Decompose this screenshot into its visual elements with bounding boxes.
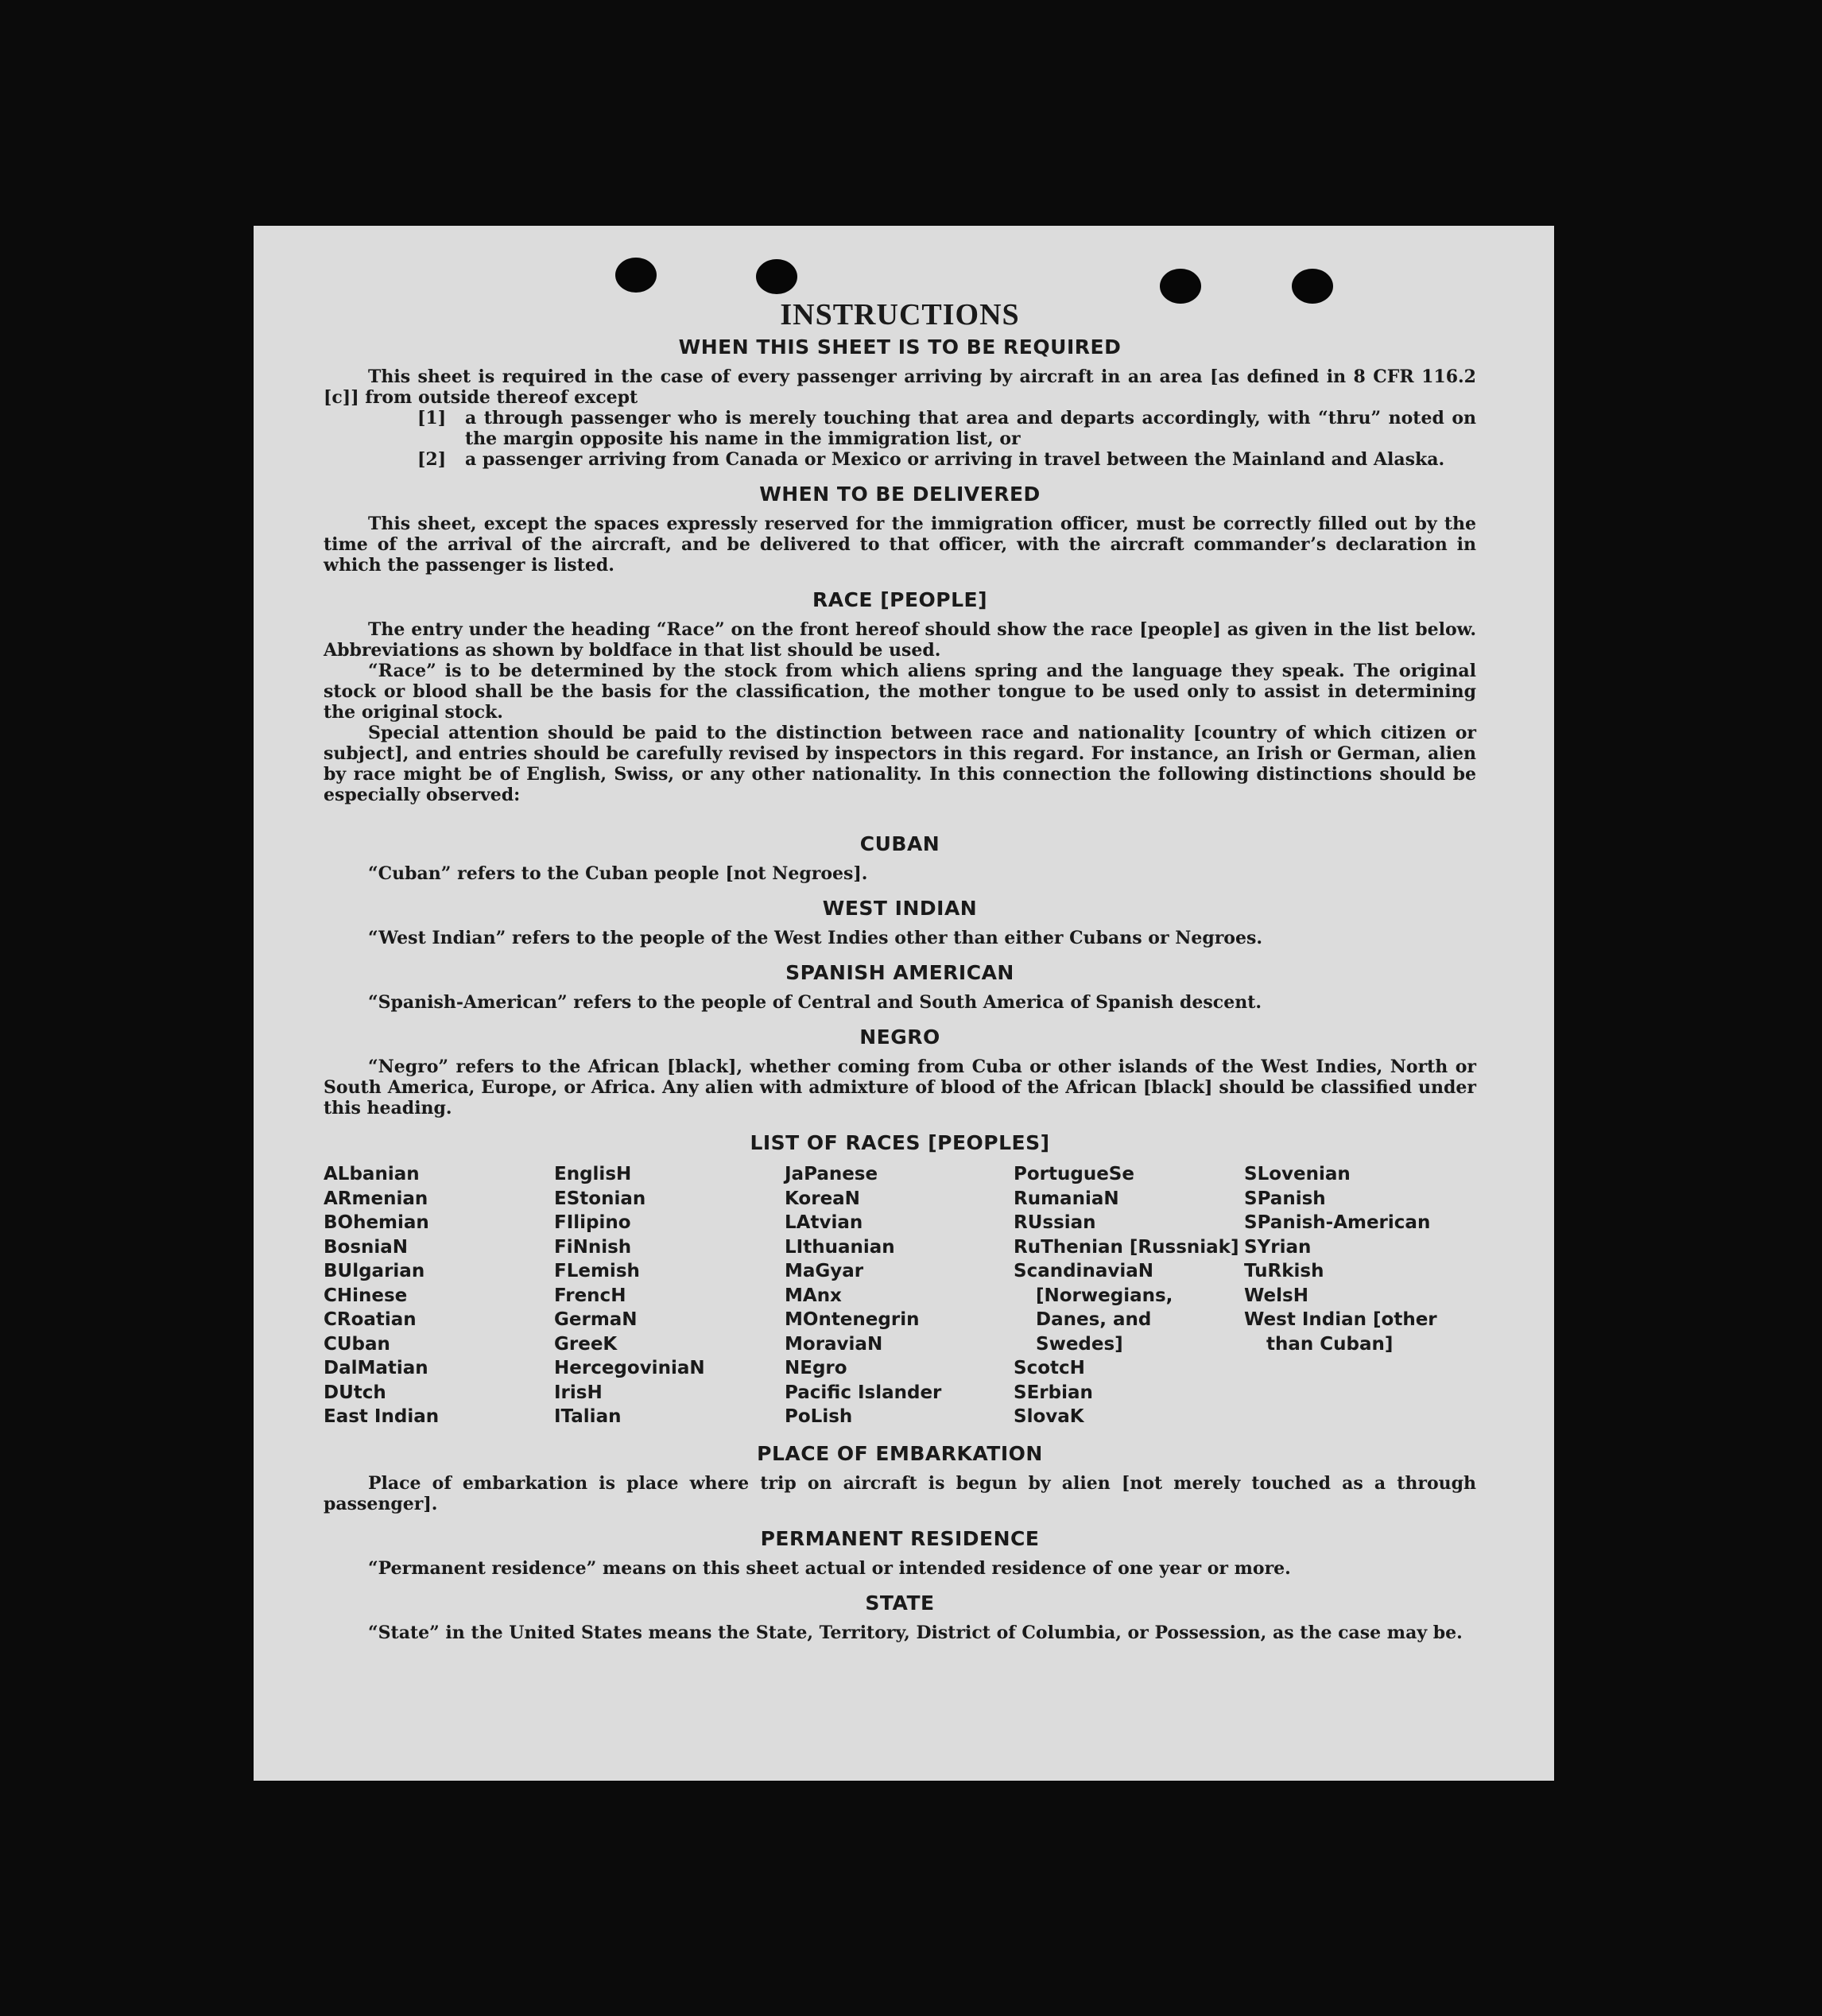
document-sheet: [254, 226, 1554, 1781]
race-entry: ScotcH: [1014, 1358, 1085, 1378]
race-paragraph: Special attention should be paid to the distinction between race and nationality [country of which citizen or subject], and entries should be carefully revised by inspectors in this regard. For instance, an Irish or German, alien by race might be of English, Swiss, or any other nationality. In this connection the following distinctions should be especially observed:: [324, 723, 1476, 805]
race-entry: BOhemian: [324, 1212, 429, 1233]
race-entry: GreeK: [554, 1333, 618, 1355]
section-heading-cuban: CUBAN: [859, 832, 940, 855]
race-entry: CUban: [324, 1333, 390, 1355]
race-column: [554, 1162, 785, 1429]
race-entry: GermaN: [554, 1309, 638, 1330]
race-entry: HercegoviniaN: [554, 1358, 705, 1378]
race-entry: Pacific Islander: [785, 1382, 942, 1403]
section-heading-list-of-races: LIST OF RACES [PEOPLES]: [750, 1131, 1050, 1154]
race-entry: BUlgarian: [324, 1261, 425, 1281]
race-entry: KoreaN: [785, 1188, 860, 1209]
race-entry: RumaniaN: [1014, 1188, 1119, 1209]
race-entry: BosniaN: [324, 1236, 409, 1258]
west-indian-text: “West Indian” refers to the people of the West Indies other than either Cubans or Negroes.: [368, 928, 1263, 948]
race-entry: NEgro: [785, 1358, 847, 1378]
section-heading-state: STATE: [865, 1591, 935, 1615]
required-intro: This sheet is required in the case of every passenger arriving by aircraft in an area [as defined in 8 CFR 116.2 [c]] from outside thereof except: [324, 366, 1476, 408]
race-entry: EStonian: [554, 1188, 646, 1209]
cuban-text: “Cuban” refers to the Cuban people [not Negroes].: [368, 863, 868, 884]
race-entry: ITalian: [554, 1406, 622, 1427]
section-heading-race: RACE [PEOPLE]: [812, 588, 988, 611]
negro-text: “Negro” refers to the African [black], whether coming from Cuba or other islands of the West Indies, North or South America, Europe, or Africa. Any alien with admixture of blood of the African [black] should be classified under this heading.: [324, 1056, 1476, 1118]
race-entry: RUssian: [1014, 1212, 1096, 1233]
race-entry: FrencH: [554, 1285, 626, 1306]
race-entry: DUtch: [324, 1382, 386, 1403]
race-entry: MoraviaN: [785, 1333, 883, 1355]
state-text: “State” in the United States means the State, Territory, District of Columbia, or Possession, as the case may be.: [368, 1622, 1463, 1643]
race-entry: FLemish: [554, 1261, 640, 1281]
race-entry: PortugueSe: [1014, 1164, 1134, 1184]
race-entry: SPanish: [1244, 1188, 1326, 1209]
punch-hole: [615, 258, 657, 293]
race-entry: CHinese: [324, 1285, 408, 1306]
section-heading-west-indian: WEST INDIAN: [822, 897, 978, 920]
race-paragraph: “Race” is to be determined by the stock from which aliens spring and the language they speak. The original stock or blood shall be the basis for the classification, the mother tongue to be used only to assist in determining the original stock.: [324, 661, 1476, 723]
race-entry: LAtvian: [785, 1212, 863, 1233]
race-entry: West Indian [other than Cuban]: [1244, 1309, 1437, 1355]
race-entry: LIthuanian: [785, 1236, 895, 1258]
required-item: [324, 408, 1476, 449]
spanish-american-text: “Spanish-American” refers to the people of Central and South America of Spanish descent.: [368, 992, 1262, 1013]
race-entry: EnglisH: [554, 1164, 632, 1184]
race-entry: JaPanese: [785, 1164, 878, 1184]
item-text: a through passenger who is merely touching that area and departs accordingly, with “thru” noted on the margin opposite his name in the immigration list, or: [465, 408, 1476, 449]
race-entry: SYrian: [1244, 1236, 1312, 1258]
race-paragraph: The entry under the heading “Race” on the front hereof should show the race [people] as given in the list below. Abbreviations as shown by boldface in that list should be used.: [324, 619, 1476, 661]
instructions-content: [324, 297, 1476, 1643]
race-entry: MAnx: [785, 1285, 842, 1306]
race-entry: WelsH: [1244, 1285, 1308, 1306]
race-entry: SlovaK: [1014, 1406, 1084, 1427]
race-entry: TuRkish: [1244, 1261, 1324, 1281]
race-entry: RuThenian [Russniak]: [1014, 1236, 1239, 1258]
section-heading-residence: PERMANENT RESIDENCE: [760, 1526, 1040, 1550]
punch-hole: [756, 259, 797, 294]
page-title: INSTRUCTIONS: [780, 298, 1020, 331]
race-entry: FIlipino: [554, 1212, 631, 1233]
race-entry: MOntenegrin: [785, 1309, 920, 1330]
section-heading-delivered: WHEN TO BE DELIVERED: [759, 483, 1041, 506]
race-entry: East Indian: [324, 1406, 440, 1427]
embarkation-text: Place of embarkation is place where trip on aircraft is begun by alien [not merely touched as a through passenger].: [324, 1472, 1476, 1514]
race-entry: DalMatian: [324, 1358, 428, 1378]
race-entry: FiNnish: [554, 1236, 632, 1258]
section-heading-embarkation: PLACE OF EMBARKATION: [757, 1441, 1043, 1465]
race-entry: CRoatian: [324, 1309, 417, 1330]
race-column: [785, 1162, 1014, 1429]
race-column: [324, 1162, 554, 1429]
item-text: a passenger arriving from Canada or Mexico or arriving in travel between the Mainland and Alaska.: [465, 449, 1445, 470]
section-heading-required: WHEN THIS SHEET IS TO BE REQUIRED: [678, 335, 1122, 359]
section-heading-spanish-american: SPANISH AMERICAN: [785, 961, 1014, 984]
item-number: [1]: [417, 408, 447, 428]
race-entry: ScandinaviaN [Norwegians, Danes, and Swedes]: [1014, 1261, 1173, 1355]
race-list: [324, 1162, 1476, 1429]
race-entry: SErbian: [1014, 1382, 1093, 1403]
race-entry: IrisH: [554, 1382, 603, 1403]
delivered-text: This sheet, except the spaces expressly reserved for the immigration officer, must be correctly filled out by the time of the arrival of the aircraft, and be delivered to that officer, with the aircraft commander’s declaration in which the passenger is listed.: [324, 514, 1476, 576]
race-column: [1014, 1162, 1244, 1429]
required-item: [324, 449, 1476, 470]
race-entry: MaGyar: [785, 1261, 864, 1281]
section-heading-negro: NEGRO: [859, 1025, 940, 1049]
race-entry: ALbanian: [324, 1164, 420, 1184]
race-entry: SPanish-American: [1244, 1212, 1431, 1233]
race-entry: PoLish: [785, 1406, 853, 1427]
race-entry: SLovenian: [1244, 1164, 1351, 1184]
race-entry: ARmenian: [324, 1188, 428, 1209]
item-number: [2]: [417, 449, 447, 470]
race-column: [1244, 1162, 1475, 1429]
residence-text: “Permanent residence” means on this sheet actual or intended residence of one year or more.: [368, 1557, 1291, 1579]
